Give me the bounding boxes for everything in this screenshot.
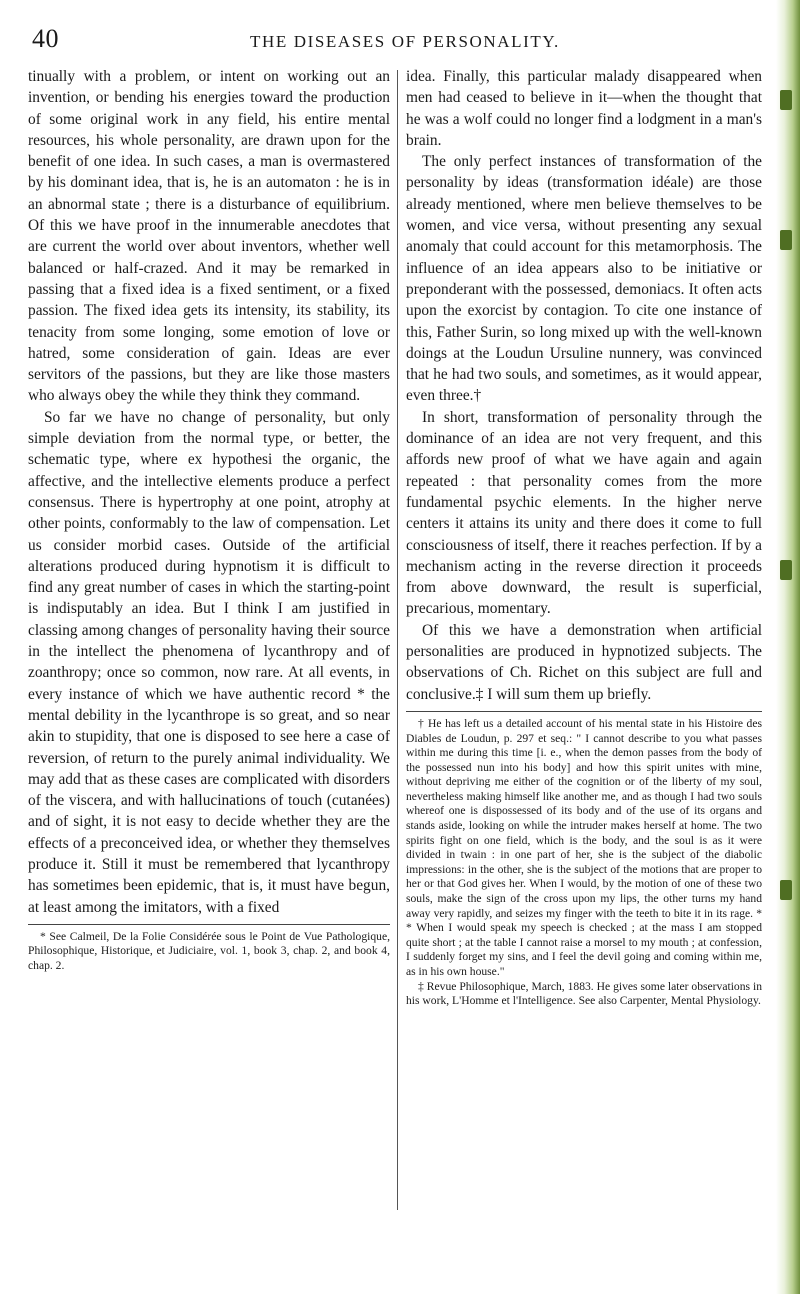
page-number: 40 [32, 24, 59, 53]
footnote-divider [406, 711, 762, 712]
footnote: † He has left us a detailed account of his mental state in his Histoire des Diables de Loudun, p. 297 et seq.: " I cannot describe to you what passes within me during this time [i. e., when the demon passes from the body of the possessed nun into his body] and how this spirit unites with mine, without depriving me either of the cognition or of the liberty of my soul, nevertheless making himself like another me, and as though I had two souls whereof one is dispossessed of its body and of the use of its organs and stands aside, looking on while the intruder makes herself at home. The two spirits fight on one field, which is the body, and the soul is as it were divided in twain : in one part of her, she is the subject of the diabolic impressions: in the other, she is the subject of the motions that are proper to her or that God gives her. When I would, by the motion of one of these two souls, make the sign of the cross upon my lips, the other turns my hand away very rapidly, and seizes my finger with the teeth to bite it in its rage. * * When I would speak my speech is checked ; at the mass I am stopped quite short ; at the table I cannot raise a morsel to my mouth ; at confession, I suddenly forget my sins, and I feel the devil going and coming within me, as in his own house." [406, 716, 762, 978]
body-paragraph: idea. Finally, this particular malady disappeared when men had ceased to believe in it—when the thought that he was a wolf could no longer find a lodgment in a man's brain. [406, 68, 762, 149]
right-column [406, 66, 762, 1009]
body-paragraph: The only perfect instances of transformation of the personality by ideas (transformation idéale) are those already mentioned, where men believe themselves to be women, and vice versa, without presenting any sexual anomaly that could account for this metamorphosis. The influence of an idea appears also to be initiative or preponderant with the possessed, demoniacs. It often acts upon the exorcist by contagion. To cite one instance of this, Father Surin, so long mixed up with the well-known doings at the Loudun Ursuline nunnery, was convinced that he had two souls, and sometimes, as it would appear, even three.† [406, 153, 762, 405]
body-paragraph: So far we have no change of personality, but only simple deviation from the normal type, or better, the schematic type, where ex hypothesi the organic, the affective, and the intellective elements produce a perfect consensus. There is hypertrophy at one point, atrophy at other points, conformably to the law of compensation. Let us consider morbid cases. Outside of the artificial alterations produced during hypnotism it is difficult to find any great number of cases in which the starting-point is indisputably an idea. But I think I am justified in classing among changes of personality having their source in the intellect the phenomena of lycanthropy and of zoanthropy; once so common, now rare. At all events, in every instance of which we have authentic record * the mental debility in the lycanthrope is so great, and so near akin to stupidity, that one is disposed to see here a case of reversion, of return to the purely animal individuality. We may add that as these cases are complicated with disorders of the viscera, and with hallucinations of touch (cutanées) and of sight, it is not easy to decide whether they are the effects of a preconceived idea, or whether they themselves produce it. Still it must be remembered that lycanthropy has sometimes been epidemic, that is, it must have begun, at least among the imitators, with a fixed [28, 408, 390, 916]
edge-tab-mark [780, 880, 792, 900]
footnote: ‡ Revue Philosophique, March, 1883. He gives some later observations in his work, L'Homme et l'Intelligence. See also Carpenter, Mental Physiology. [406, 979, 762, 1008]
body-paragraph: tinually with a problem, or intent on working out an invention, or bending his energies toward the production of some original work in any field, his entire mental resources, his whole personality, are drawn upon for the benefit of one idea. In such cases, a man is overmastered by his dominant idea, that is, he is an automaton : he is in an abnormal state ; there is a disturbance of equilibrium. Of this we have proof in the innumerable anecdotes that are current the world over about inventors, whether well balanced or half-crazed. And it may be remarked in passing that a fixed idea is a fixed sentiment, or a fixed passion. The fixed idea gets its intensity, its stability, its tenacity from some longing, some emotion of love or hatred, some consideration of gain. Ideas are ever servitors of the passions, but they are like those masters who always obey the while they think they command. [28, 68, 390, 405]
footnote-divider [28, 924, 390, 925]
column-divider [397, 70, 398, 1210]
footnote: * See Calmeil, De la Folie Considérée sous le Point de Vue Pathologique, Philosophique, Historique, et Judiciaire, vol. 1, book 3, chap. 2, and book 4, chap. 2. [28, 929, 390, 973]
edge-tab-mark [780, 230, 792, 250]
page-header [0, 24, 800, 64]
body-paragraph: Of this we have a demonstration when artificial personalities are produced in hypnotized subjects. The observations of Ch. Richet on this subject are full and conclusive.‡ I will sum them up briefly. [406, 621, 762, 703]
body-paragraph: In short, transformation of personality through the dominance of an idea are not very frequent, and this affords new proof of what we have again and again repeated : that personality comes from the more fundamental psychic elements. In the higher nerve centers it attains its unity and there does it come to full consciousness of itself, there it reaches perfection. If by a mechanism acting in the reverse direction it proceeds from above downward, the result is superficial, precarious, momentary. [406, 408, 762, 618]
running-title: THE DISEASES OF PERSONALITY. [250, 32, 560, 51]
left-column [28, 66, 390, 974]
edge-tab-mark [780, 90, 792, 110]
edge-tab-mark [780, 560, 792, 580]
page-edge-strip [776, 0, 800, 1294]
